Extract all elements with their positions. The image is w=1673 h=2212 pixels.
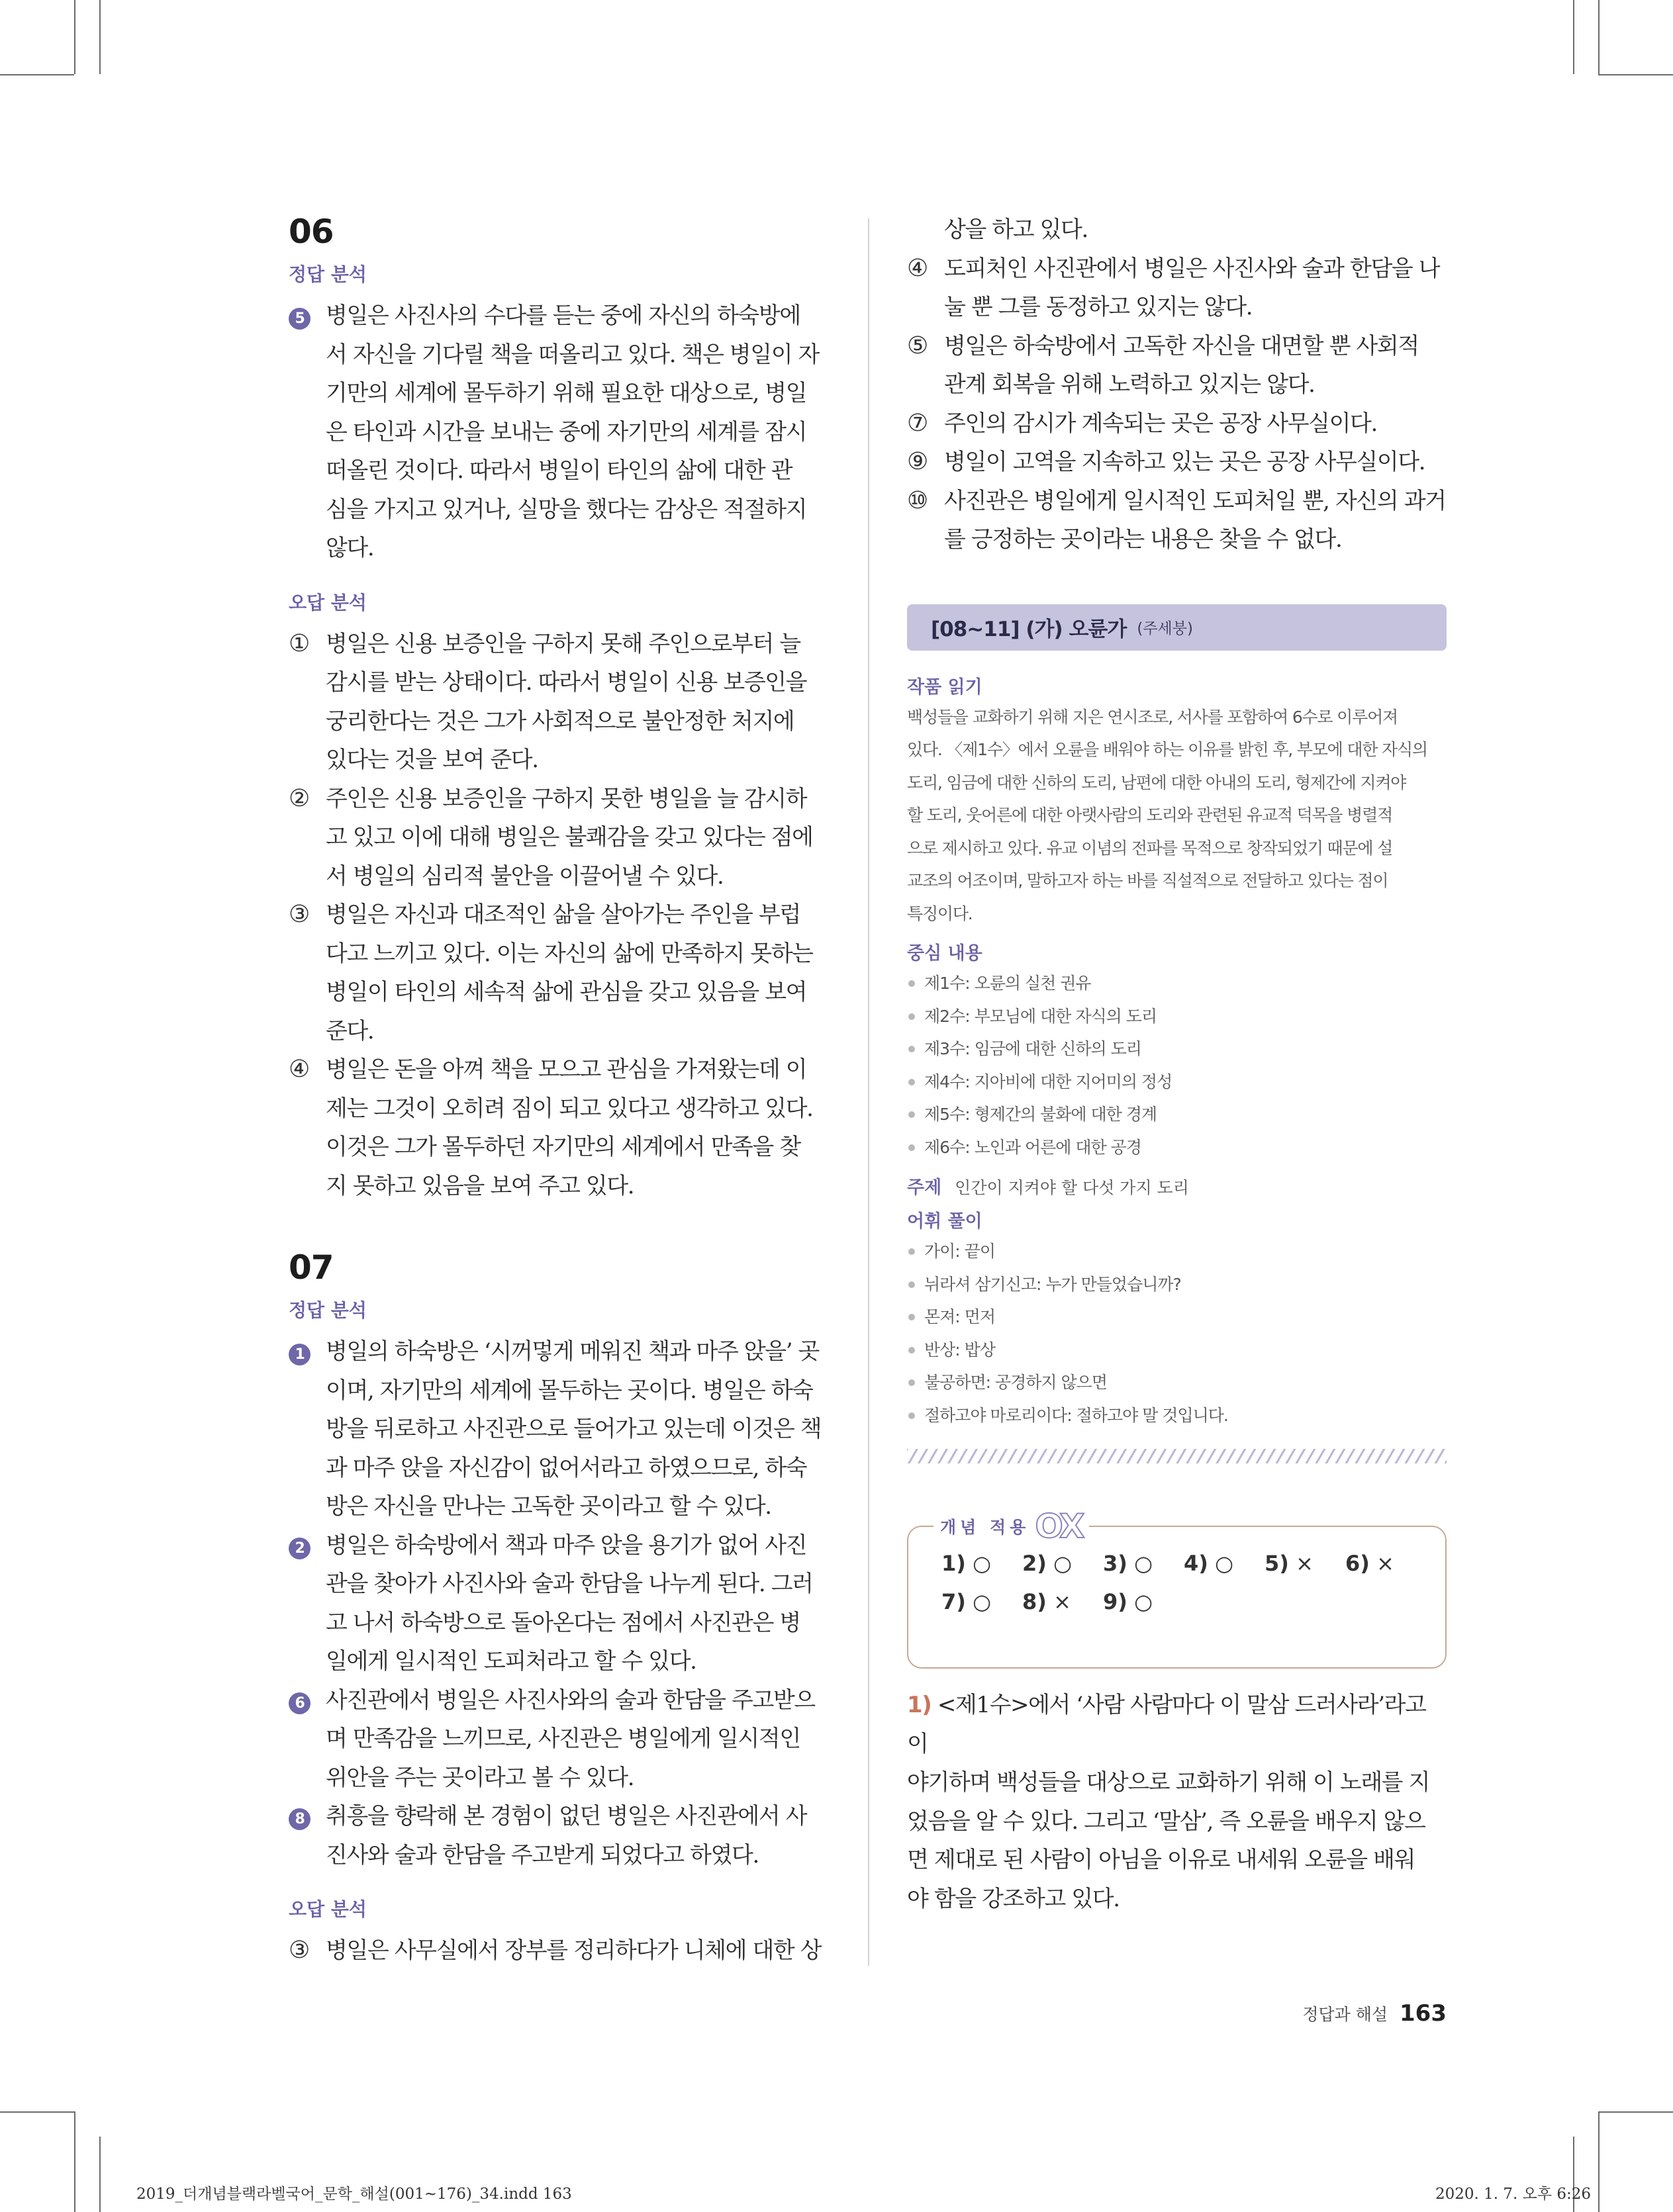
ox-badge-icon: OX — [1035, 1507, 1082, 1545]
vocab-item: 반상: 밥상 — [907, 1334, 1447, 1367]
q06-correct-list — [289, 297, 832, 568]
answer-item-line: 주인은 신용 보증인을 구하지 못한 병일을 늘 감시하 — [326, 785, 807, 812]
choice-number-badge: ② — [289, 784, 309, 812]
answer-item — [907, 327, 1447, 404]
answer-item-line: 이며, 자기만의 세계에 몰두하는 곳이다. 병일은 하숙 — [326, 1377, 813, 1404]
crop-mark-br-v — [1598, 2111, 1600, 2212]
answer-item — [289, 780, 832, 896]
crop-mark-tr-v2 — [1598, 0, 1600, 74]
answer-item — [907, 210, 1447, 250]
answer-item-line: 사진관은 병일에게 일시적인 도피처일 뿐, 자신의 과거 — [944, 487, 1446, 514]
answer-item — [907, 250, 1447, 327]
topic-author: (주세붕) — [1137, 620, 1193, 637]
answer-line: 야기하며 백성들을 대상으로 교화하기 위해 이 노래를 지 — [907, 1769, 1430, 1796]
answer-item-line: 사진관에서 병일은 사진사와의 술과 한담을 주고받으 — [326, 1686, 815, 1714]
answer-item-line: 있다는 것을 보여 준다. — [326, 747, 538, 773]
vocab-item: 뉘라셔 삼기신고: 누가 만들었습니까? — [907, 1268, 1447, 1301]
reading-line: 있다. 〈제1수〉에서 오륜을 배워야 하는 이유를 밝힌 후, 부모에 대한 자식의 — [907, 740, 1427, 759]
answer-item-line: 주인의 감시가 계속되는 곳은 공장 사무실이다. — [944, 410, 1377, 437]
reading-line: 교조의 어조이며, 말하고자 하는 바를 직설적으로 전달하고 있다는 점이 — [907, 871, 1388, 890]
answer-item — [289, 1681, 832, 1798]
answer-line: 야 함을 강조하고 있다. — [907, 1885, 1120, 1912]
vocab-item: 가이: 끝이 — [907, 1235, 1447, 1268]
footer-label: 정답과 해설 — [1302, 2005, 1388, 2024]
answer-item-line: 병일은 사무실에서 장부를 정리하다가 니체에 대한 상 — [326, 1937, 822, 1964]
answer-line: 면 제대로 된 사람이 아님을 이유로 내세워 오륜을 배워 — [907, 1847, 1415, 1873]
answer-item-line: 않다. — [326, 535, 374, 561]
answer-number: 1) — [907, 1692, 932, 1718]
answer-item-line: 떠올린 것이다. 따라서 병일이 타인의 삶에 대한 관 — [326, 457, 792, 484]
answer-item-line: 다고 느끼고 있다. 이는 자신의 삶에 만족하지 못하는 — [326, 940, 813, 967]
vocab-label: 어휘 풀이 — [907, 1211, 982, 1232]
q06-wrong-list — [289, 625, 832, 1206]
answer-item-line: 병일이 고역을 지속하고 있는 곳은 공장 사무실이다. — [944, 449, 1425, 475]
answer-item-line: 고 나서 하숙방으로 돌아온다는 점에서 사진관은 병 — [326, 1609, 800, 1636]
print-slug-file: 2019_더개념블랙라벨국어_문학_해설(001~176)_34.indd 163 — [136, 2186, 572, 2203]
choice-number-badge: ③ — [289, 901, 309, 928]
q07-correct-list — [289, 1332, 832, 1874]
reading-line: 백성들을 교화하기 위해 지은 연시조로, 서사를 포함하여 6수로 이루어져 — [907, 707, 1398, 727]
answer-item — [289, 1050, 832, 1205]
answer-item-line: 이것은 그가 몰두하던 자기만의 세계에서 만족을 찾 — [326, 1134, 800, 1160]
page-footer — [1302, 2000, 1447, 2027]
answer-item — [289, 1931, 832, 1970]
core-content-item: 제3수: 임금에 대한 신하의 도리 — [907, 1033, 1447, 1066]
answer-item-line: 과 마주 앉을 자신감이 없어서라고 하였으므로, 하숙 — [326, 1454, 807, 1481]
core-content-item: 제1수: 오륜의 실천 권유 — [907, 967, 1447, 1000]
answer-item — [289, 1797, 832, 1874]
reading-line: 특징이다. — [907, 903, 973, 923]
crop-mark-tr-v — [1573, 0, 1574, 74]
answer-item — [289, 1526, 832, 1681]
reading-line: 으로 제시하고 있다. 유교 이념의 전파를 목적으로 창작되었기 때문에 설 — [907, 838, 1393, 858]
page-number: 163 — [1400, 2000, 1447, 2027]
answer-item-line: 관을 찾아가 사진사와 술과 한담을 나누게 된다. 그러 — [326, 1571, 813, 1597]
ox-row — [941, 1544, 1431, 1583]
choice-number-badge: ⑩ — [907, 486, 928, 514]
hatch-divider — [907, 1449, 1447, 1463]
wrong-analysis-label: 오답 분석 — [289, 1898, 367, 1920]
ox-answer: 4) ○ — [1184, 1551, 1233, 1576]
vocab-item: 불공하면: 공경하지 않으면 — [907, 1366, 1447, 1399]
q07-wrong-list — [289, 1931, 832, 1970]
reading-line: 도리, 임금에 대한 신하의 도리, 남편에 대한 아내의 도리, 형제간에 지켜야 — [907, 772, 1406, 792]
answer-item-line: 서 자신을 기다릴 책을 떠올리고 있다. 책은 병일이 자 — [326, 341, 819, 368]
answer-item-line: 위안을 주는 곳이라고 볼 수 있다. — [326, 1764, 634, 1791]
answer-item — [907, 404, 1447, 443]
core-content-item: 제5수: 형제간의 불화에 대한 경계 — [907, 1098, 1447, 1131]
question-number-06: 06 — [289, 212, 334, 251]
answer-item — [289, 297, 832, 568]
answer-item-line: 궁리한다는 것은 그가 사회적으로 불안정한 처지에 — [326, 708, 794, 735]
answer-item-line: 일에게 일시적인 도피처라고 할 수 있다. — [326, 1648, 696, 1675]
ox-heading-text: 개념 적용 — [940, 1518, 1030, 1537]
answer-item-line: 병일은 하숙방에서 책과 마주 앉을 용기가 없어 사진 — [326, 1532, 807, 1559]
answer-item-line: 병일은 자신과 대조적인 삶을 살아가는 주인을 부럽 — [326, 901, 800, 928]
answer-item-line: 눌 뿐 그를 동정하고 있지는 않다. — [944, 294, 1253, 320]
choice-number-badge: ⑤ — [907, 332, 928, 359]
answer-explanation-1 — [907, 1686, 1447, 1918]
core-content-item: 제2수: 부모님에 대한 자식의 도리 — [907, 1000, 1447, 1033]
answer-item-line: 도피처인 사진관에서 병일은 사진사와 술과 한담을 나 — [944, 255, 1440, 282]
ox-answer: 7) ○ — [941, 1589, 991, 1614]
choice-number-badge: 2 — [289, 1538, 311, 1559]
choice-number-badge: 8 — [289, 1808, 311, 1830]
answer-item-line: 제는 그것이 오히려 짐이 되고 있다고 생각하고 있다. — [326, 1095, 813, 1122]
column-divider — [868, 218, 869, 1966]
answer-item — [907, 482, 1447, 559]
choice-number-badge: 6 — [289, 1692, 311, 1714]
correct-analysis-label: 정답 분석 — [289, 263, 367, 285]
reading-label: 작품 읽기 — [907, 676, 982, 698]
crop-mark-bl-h — [0, 2111, 74, 2113]
answer-item-line: 병일은 돈을 아껴 책을 모으고 관심을 가져왔는데 이 — [326, 1056, 807, 1083]
wrong-analysis-label: 오답 분석 — [289, 591, 367, 614]
theme-label: 주제 — [907, 1177, 942, 1198]
answer-item-line: 병일은 하숙방에서 고독한 자신을 대면할 뿐 사회적 — [944, 332, 1419, 359]
choice-number-badge: ① — [289, 629, 309, 657]
print-slug-date: 2020. 1. 7. 오후 6:26 — [1435, 2186, 1591, 2203]
answer-item — [289, 896, 832, 1050]
correct-analysis-label: 정답 분석 — [289, 1299, 367, 1321]
q07-wrong-list-continued — [907, 210, 1447, 559]
answer-item-line: 감시를 받는 상태이다. 따라서 병일이 신용 보증인을 — [326, 669, 807, 696]
answer-line: <제1수>에서 ‘사람 사람마다 이 말삼 드러사라’라고 이 — [907, 1692, 1426, 1757]
answer-item-line: 를 긍정하는 곳이라는 내용은 찾을 수 없다. — [944, 526, 1342, 553]
left-column — [289, 210, 832, 1970]
vocab-item: 절하고야 마로리이다: 절하고야 말 것입니다. — [907, 1399, 1447, 1432]
answer-item-line: 병일은 신용 보증인을 구하지 못해 주인으로부터 늘 — [326, 630, 800, 657]
ox-answer: 3) ○ — [1103, 1551, 1153, 1576]
answer-item-line: 병일은 사진사의 수다를 듣는 중에 자신의 하숙방에 — [326, 302, 800, 329]
right-column — [907, 210, 1447, 1918]
answer-item-line: 병일의 하숙방은 ‘시꺼멓게 메워진 책과 마주 앉을’ 곳 — [326, 1338, 819, 1365]
core-content-label: 중심 내용 — [907, 943, 982, 964]
ox-answer: 8) × — [1022, 1589, 1071, 1614]
ox-answer-grid — [941, 1544, 1431, 1621]
core-content-list — [907, 967, 1447, 1164]
core-content-item: 제6수: 노인과 어른에 대한 공경 — [907, 1131, 1447, 1164]
crop-mark-tr-h — [1598, 74, 1673, 75]
question-number-07: 07 — [289, 1248, 334, 1287]
crop-mark-bl-v2 — [99, 2137, 101, 2212]
theme-text: 인간이 지켜야 할 다섯 가지 도리 — [955, 1178, 1189, 1197]
answer-item-line: 심을 가지고 있거나, 실망을 했다는 감상은 적절하지 — [326, 496, 807, 523]
answer-item — [289, 1332, 832, 1526]
reading-body — [907, 701, 1447, 931]
vocab-item: 몬져: 먼저 — [907, 1301, 1447, 1334]
answer-item-line: 방은 자신을 만나는 고독한 곳이라고 할 수 있다. — [326, 1493, 771, 1520]
crop-mark-bl-v — [74, 2111, 75, 2212]
answer-item-line: 기만의 세계에 몰두하기 위해 필요한 대상으로, 병일 — [326, 380, 807, 406]
answer-item-line: 상을 하고 있다. — [944, 216, 1088, 243]
answer-item-line: 방을 뒤로하고 사진관으로 들어가고 있는데 이것은 책 — [326, 1416, 822, 1442]
ox-answer-box — [907, 1507, 1447, 1669]
choice-number-badge: ④ — [289, 1056, 309, 1083]
ox-heading — [933, 1507, 1089, 1545]
crop-mark-tl-v2 — [74, 0, 75, 74]
ox-row — [941, 1583, 1431, 1621]
topic-bar — [907, 604, 1447, 651]
choice-number-badge: ⑦ — [907, 409, 928, 437]
ox-answer: 6) × — [1345, 1551, 1394, 1576]
ox-answer: 9) ○ — [1103, 1589, 1153, 1614]
theme-row — [907, 1172, 1447, 1205]
crop-mark-br-h — [1598, 2111, 1673, 2113]
reading-line: 할 도리, 웃어른에 대한 아랫사람의 도리와 관련된 유교적 덕목을 병렬적 — [907, 806, 1393, 825]
choice-number-badge: ④ — [907, 254, 928, 282]
ox-answer: 5) × — [1265, 1551, 1314, 1576]
crop-mark-tl-v — [99, 0, 101, 74]
answer-item-line: 고 있고 이에 대해 병일은 불쾌감을 갖고 있다는 점에 — [326, 824, 813, 851]
answer-item-line: 서 병일의 심리적 불안을 이끌어낼 수 있다. — [326, 862, 724, 890]
choice-number-badge: ⑨ — [907, 448, 928, 475]
core-content-item: 제4수: 지아비에 대한 지어미의 정성 — [907, 1066, 1447, 1099]
ox-answer: 2) ○ — [1022, 1551, 1072, 1576]
choice-number-badge: 1 — [289, 1344, 311, 1365]
answer-item-line: 취흥을 향락해 본 경험이 없던 병일은 사진관에서 사 — [326, 1803, 807, 1829]
crop-mark-tl-h — [0, 74, 74, 75]
vocab-list — [907, 1235, 1447, 1432]
choice-number-badge: 5 — [289, 308, 311, 330]
answer-item-line: 지 못하고 있음을 보여 주고 있다. — [326, 1172, 634, 1199]
answer-item-line: 관계 회복을 위해 노력하고 있지는 않다. — [944, 371, 1315, 398]
answer-item-line: 병일이 타인의 세속적 삶에 관심을 갖고 있음을 보여 — [326, 979, 807, 1005]
answer-item-line: 며 만족감을 느끼므로, 사진관은 병일에게 일시적인 — [326, 1726, 800, 1752]
answer-item-line: 은 타인과 시간을 보내는 중에 자기만의 세계를 잠시 — [326, 418, 807, 445]
answer-line: 었음을 알 수 있다. 그리고 ‘말삼’, 즉 오륜을 배우지 않으 — [907, 1808, 1425, 1835]
choice-number-badge: ③ — [289, 1937, 309, 1964]
answer-item-line: 진사와 술과 한담을 주고받게 되었다고 하였다. — [326, 1841, 759, 1868]
ox-answer: 1) ○ — [941, 1551, 991, 1576]
topic-range: [08~11] (가) 오륜가 — [931, 618, 1127, 641]
answer-item — [289, 625, 832, 780]
answer-item-line: 준다. — [326, 1017, 374, 1044]
answer-item — [907, 443, 1447, 482]
